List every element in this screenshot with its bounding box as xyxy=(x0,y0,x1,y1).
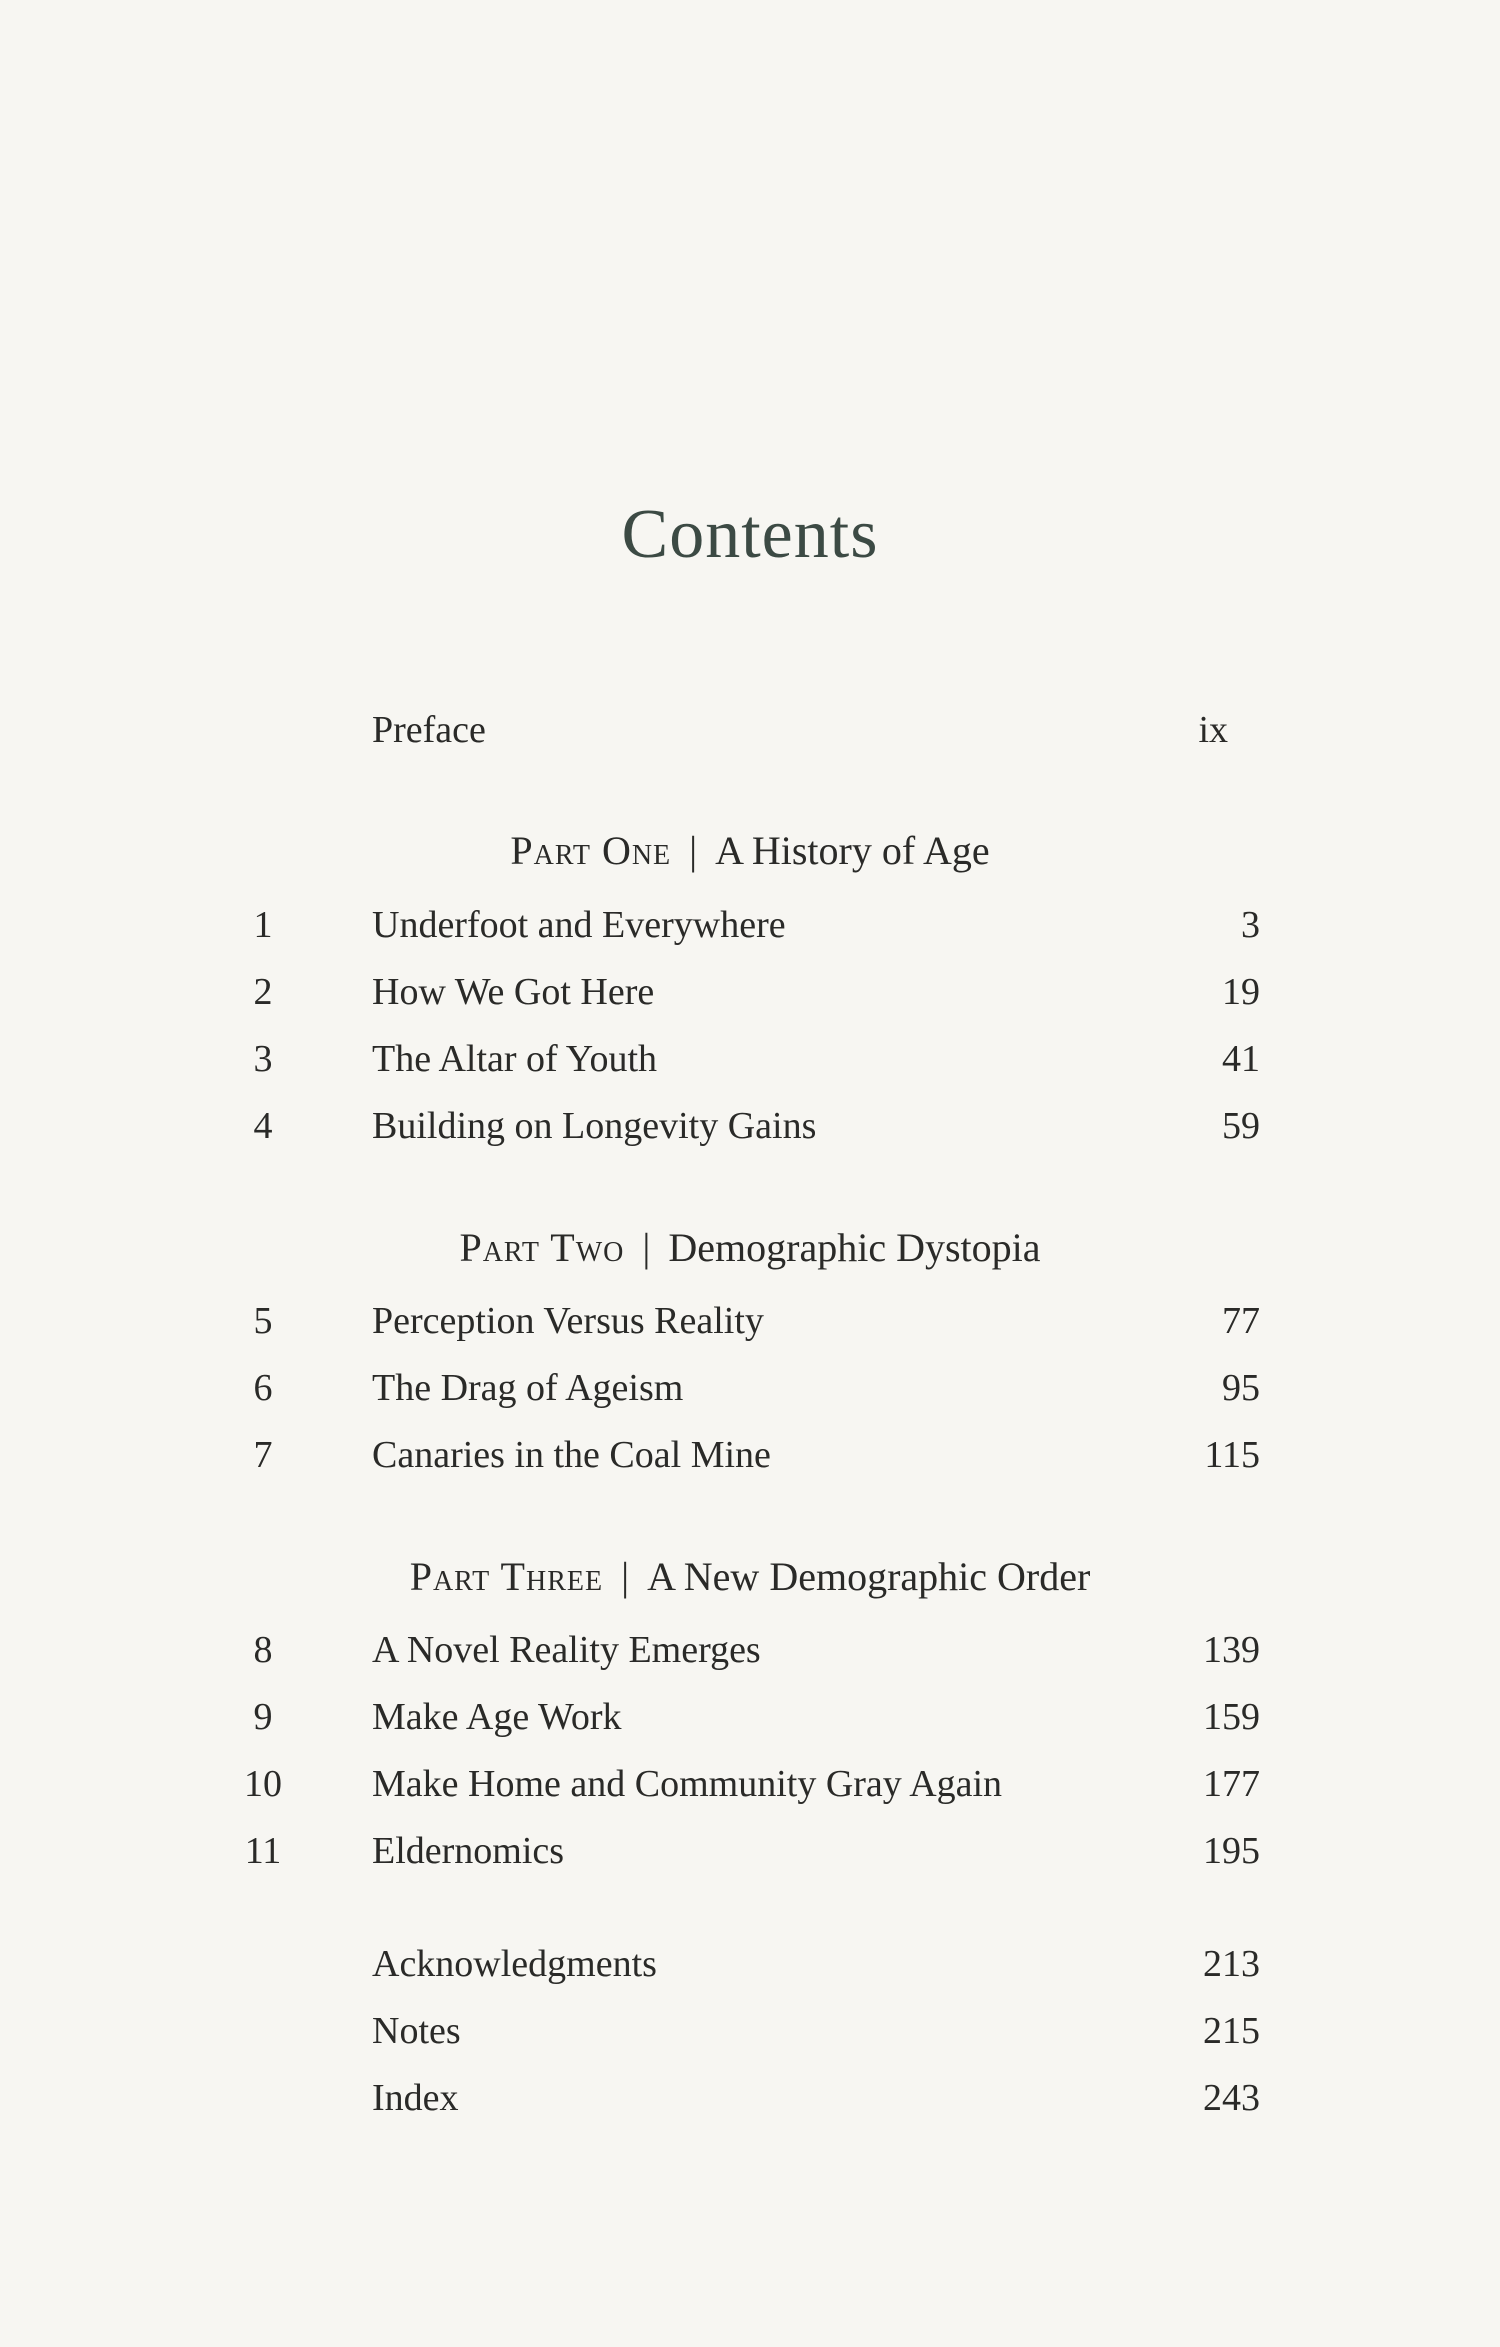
entry-page-number: 3 xyxy=(1241,904,1260,946)
entry-page-number: 59 xyxy=(1222,1105,1260,1147)
chapter-number: 2 xyxy=(253,971,273,1013)
entry-page-number: 41 xyxy=(1222,1038,1260,1080)
part-label: Part Three xyxy=(409,1554,604,1599)
toc-entry[interactable] xyxy=(0,1425,1500,1485)
toc-entry[interactable] xyxy=(0,962,1500,1022)
toc-entry[interactable] xyxy=(0,1291,1500,1351)
chapter-number: 7 xyxy=(253,1434,273,1476)
toc-entry-preface[interactable] xyxy=(0,700,1500,760)
entry-label: The Altar of Youth xyxy=(372,1038,657,1080)
chapter-number: 6 xyxy=(253,1367,273,1409)
chapter-number: 1 xyxy=(253,904,273,946)
entry-page-number: 77 xyxy=(1222,1300,1260,1342)
part-label: Part Two xyxy=(459,1225,625,1270)
entry-label: A Novel Reality Emerges xyxy=(372,1629,761,1671)
entry-label: Perception Versus Reality xyxy=(372,1300,764,1342)
toc-entry[interactable] xyxy=(0,895,1500,955)
chapter-number: 5 xyxy=(253,1300,273,1342)
entry-page-number: 95 xyxy=(1222,1367,1260,1409)
entry-page-number: 215 xyxy=(1203,2010,1260,2052)
part-title: Demographic Dystopia xyxy=(668,1225,1041,1270)
part-title: A History of Age xyxy=(715,828,990,873)
toc-entry[interactable] xyxy=(0,1754,1500,1814)
chapter-number: 10 xyxy=(244,1763,282,1805)
entry-label: Index xyxy=(372,2077,459,2119)
entry-page-number: 19 xyxy=(1222,971,1260,1013)
part-separator: | xyxy=(621,1554,630,1599)
part-separator: | xyxy=(689,828,698,873)
chapter-number: 3 xyxy=(253,1038,273,1080)
part-label: Part One xyxy=(510,828,672,873)
toc-entry[interactable] xyxy=(0,1821,1500,1881)
toc-entry[interactable] xyxy=(0,1358,1500,1418)
entry-label: The Drag of Ageism xyxy=(372,1367,684,1409)
entry-page-number: 213 xyxy=(1203,1943,1260,1985)
toc-entry[interactable] xyxy=(0,1620,1500,1680)
entry-label: Canaries in the Coal Mine xyxy=(372,1434,771,1476)
entry-page-number: 139 xyxy=(1203,1629,1260,1671)
entry-label: Acknowledgments xyxy=(372,1943,657,1985)
chapter-number: 4 xyxy=(253,1105,273,1147)
page-title: Contents xyxy=(621,496,879,573)
part-title: A New Demographic Order xyxy=(647,1554,1091,1599)
entry-label: How We Got Here xyxy=(372,971,655,1013)
entry-page-number: 177 xyxy=(1203,1763,1260,1805)
chapter-number: 9 xyxy=(253,1696,273,1738)
entry-page-number: 195 xyxy=(1203,1830,1260,1872)
chapter-number: 8 xyxy=(253,1629,273,1671)
toc-entry[interactable] xyxy=(0,1687,1500,1747)
entry-label: Underfoot and Everywhere xyxy=(372,904,786,946)
entry-page-number: ix xyxy=(1198,709,1228,751)
entry-label: Notes xyxy=(372,2010,461,2052)
entry-page-number: 115 xyxy=(1204,1434,1260,1476)
toc-entry-back-matter[interactable] xyxy=(0,2068,1500,2128)
part-heading xyxy=(0,821,1500,881)
entry-label: Preface xyxy=(372,709,486,751)
entry-page-number: 243 xyxy=(1203,2077,1260,2119)
toc-entry[interactable] xyxy=(0,1096,1500,1156)
part-separator: | xyxy=(642,1225,651,1270)
entry-label: Make Home and Community Gray Again xyxy=(372,1763,1003,1805)
entry-label: Eldernomics xyxy=(372,1830,565,1872)
entry-page-number: 159 xyxy=(1203,1696,1260,1738)
entry-label: Building on Longevity Gains xyxy=(372,1105,817,1147)
chapter-number: 11 xyxy=(244,1830,282,1872)
toc-entry[interactable] xyxy=(0,1029,1500,1089)
toc-entry-back-matter[interactable] xyxy=(0,1934,1500,1994)
part-heading xyxy=(0,1547,1500,1607)
part-heading xyxy=(0,1218,1500,1278)
toc-entry-back-matter[interactable] xyxy=(0,2001,1500,2061)
entry-label: Make Age Work xyxy=(372,1696,622,1738)
